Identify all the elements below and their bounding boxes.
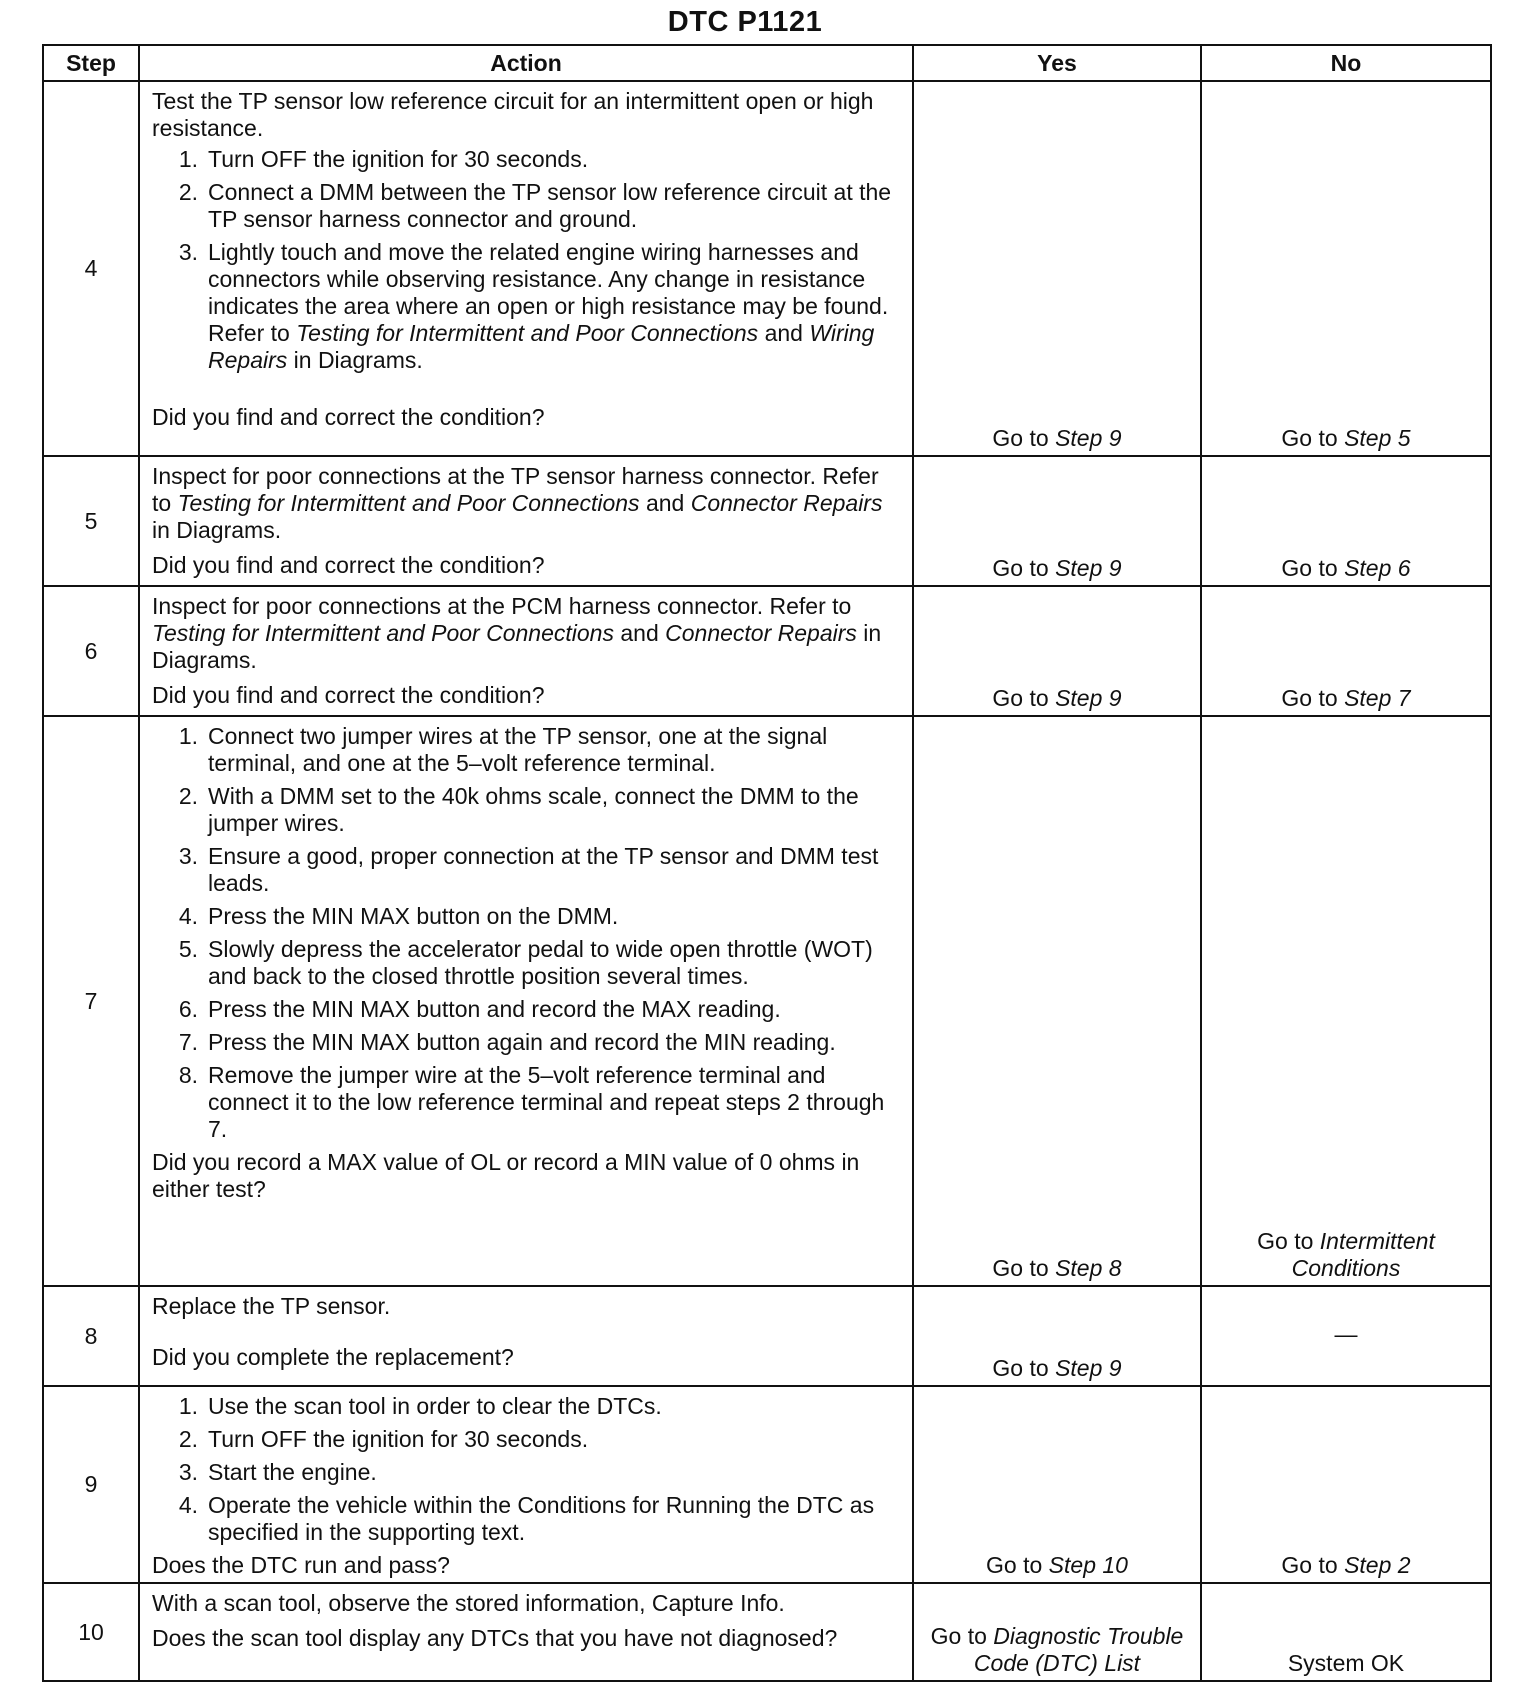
action-cell xyxy=(139,456,913,586)
reference-link: Testing for Intermittent and Poor Connections xyxy=(296,320,759,346)
step-number: 6 xyxy=(43,586,139,716)
step-number: 8 xyxy=(43,1286,139,1386)
list-item: 1. Use the scan tool in order to clear the DTCs. xyxy=(178,1393,662,1419)
diagnostic-table xyxy=(42,44,1492,1682)
action-question: Did you complete the replacement? xyxy=(152,1344,514,1370)
action-list xyxy=(152,723,904,1143)
action-cell xyxy=(139,1286,913,1386)
no-cell: Go to Step 6 xyxy=(1201,456,1491,586)
no-cell: Go to Step 2 xyxy=(1201,1386,1491,1583)
no-cell: Go to Step 7 xyxy=(1201,586,1491,716)
goto-intermittent-link: Intermittent Conditions xyxy=(1291,1228,1435,1281)
header-yes: Yes xyxy=(913,45,1201,81)
header-row xyxy=(43,45,1491,81)
table-row-step-9 xyxy=(43,1386,1491,1583)
no-cell: Go to Step 5 xyxy=(1201,81,1491,456)
goto-step-link: Step 9 xyxy=(1055,685,1122,711)
list-item: 2. With a DMM set to the 40k ohms scale, connect the DMM to the jumper wires. xyxy=(178,783,859,836)
yes-cell: Go to Step 10 xyxy=(913,1386,1201,1583)
list-item: 4. Operate the vehicle within the Conditions for Running the DTC as specified in the supporting text. xyxy=(178,1492,875,1545)
yes-cell: Go to Diagnostic Trouble Code (DTC) List xyxy=(913,1583,1201,1681)
list-item: 5. Slowly depress the accelerator pedal to wide open throttle (WOT) and back to the closed throttle position several times. xyxy=(178,936,873,989)
list-item: 3. Start the engine. xyxy=(178,1459,377,1485)
goto-dtc-list-link: Diagnostic Trouble Code (DTC) List xyxy=(973,1623,1184,1676)
list-item: 2. Turn OFF the ignition for 30 seconds. xyxy=(178,1426,589,1452)
table-row-step-6 xyxy=(43,586,1491,716)
yes-cell: Go to Step 9 xyxy=(913,1286,1201,1386)
table-row-step-10 xyxy=(43,1583,1491,1681)
yes-cell: Go to Step 9 xyxy=(913,586,1201,716)
no-cell: Go to Intermittent Conditions xyxy=(1201,716,1491,1286)
goto-step-link: Step 9 xyxy=(1055,555,1122,581)
goto-step-link: Step 5 xyxy=(1344,425,1411,451)
header-action: Action xyxy=(139,45,913,81)
list-item: 3. Lightly touch and move the related engine wiring harnesses and connectors while observing resistance. Any change in resistance indicates the area where an open or high resistance may be found. Refer to Testing for Intermittent and Poor Connections and Wiring Repairs in Diagrams. xyxy=(178,239,889,373)
reference-link: Testing for Intermittent and Poor Connections xyxy=(152,620,614,646)
step-number: 4 xyxy=(43,81,139,456)
list-item: 6. Press the MIN MAX button and record the MAX reading. xyxy=(178,996,781,1022)
step-number: 10 xyxy=(43,1583,139,1681)
goto-step-link: Step 6 xyxy=(1344,555,1411,581)
table-row-step-4 xyxy=(43,81,1491,456)
action-question: Did you find and correct the condition? xyxy=(152,404,545,430)
reference-link: Wiring Repairs xyxy=(208,320,875,373)
action-cell xyxy=(139,586,913,716)
action-question: Did you find and correct the condition? xyxy=(152,682,545,708)
action-text: Inspect for poor connections at the PCM harness connector. Refer to Testing for Intermittent and Poor Connections and Connector Repairs in Diagrams. xyxy=(152,593,882,673)
goto-step-link: Step 9 xyxy=(1055,425,1122,451)
page-title: DTC P1121 xyxy=(667,6,823,38)
action-list xyxy=(152,146,904,374)
goto-step-link: Step 2 xyxy=(1344,1552,1411,1578)
reference-link: Connector Repairs xyxy=(665,620,857,646)
action-list xyxy=(152,1393,904,1546)
goto-step-link: Step 8 xyxy=(1055,1255,1122,1281)
reference-link: Connector Repairs xyxy=(690,490,883,516)
goto-step-link: Step 10 xyxy=(1048,1552,1128,1578)
goto-step-link: Step 7 xyxy=(1344,685,1411,711)
action-text: With a scan tool, observe the stored information, Capture Info. xyxy=(152,1590,785,1616)
action-cell xyxy=(139,1583,913,1681)
no-cell: System OK xyxy=(1201,1583,1491,1681)
list-item: 2. Connect a DMM between the TP sensor low reference circuit at the TP sensor harness connector and ground. xyxy=(178,179,892,232)
list-item: 1. Connect two jumper wires at the TP sensor, one at the signal terminal, and one at the 5–volt reference terminal. xyxy=(178,723,828,776)
step-number: 7 xyxy=(43,716,139,1286)
step-number: 5 xyxy=(43,456,139,586)
action-question: Did you record a MAX value of OL or record a MIN value of 0 ohms in either test? xyxy=(152,1149,860,1202)
action-cell xyxy=(139,1386,913,1583)
action-cell xyxy=(139,81,913,456)
action-question: Did you find and correct the condition? xyxy=(152,552,545,578)
list-item: 8. Remove the jumper wire at the 5–volt reference terminal and connect it to the low reference terminal and repeat steps 2 through 7. xyxy=(178,1062,885,1142)
yes-cell: Go to Step 9 xyxy=(913,81,1201,456)
yes-cell: Go to Step 8 xyxy=(913,716,1201,1286)
no-cell: — xyxy=(1201,1286,1491,1386)
yes-cell: Go to Step 9 xyxy=(913,456,1201,586)
action-intro: Test the TP sensor low reference circuit for an intermittent open or high resistance. xyxy=(152,88,874,141)
list-item: 4. Press the MIN MAX button on the DMM. xyxy=(178,903,619,929)
action-question: Does the scan tool display any DTCs that you have not diagnosed? xyxy=(152,1625,838,1651)
action-text: Inspect for poor connections at the TP sensor harness connector. Refer to Testing for Intermittent and Poor Connections and Connector Repairs in Diagrams. xyxy=(152,463,883,543)
action-question: Does the DTC run and pass? xyxy=(152,1552,450,1578)
list-item: 1. Turn OFF the ignition for 30 seconds. xyxy=(178,146,589,172)
goto-step-link: Step 9 xyxy=(1055,1355,1122,1381)
table-row-step-5 xyxy=(43,456,1491,586)
table-row-step-8 xyxy=(43,1286,1491,1386)
table-row-step-7 xyxy=(43,716,1491,1286)
action-cell xyxy=(139,716,913,1286)
list-item: 3. Ensure a good, proper connection at the TP sensor and DMM test leads. xyxy=(178,843,879,896)
header-step: Step xyxy=(43,45,139,81)
step-number: 9 xyxy=(43,1386,139,1583)
list-item: 7. Press the MIN MAX button again and record the MIN reading. xyxy=(178,1029,836,1055)
action-text: Replace the TP sensor. xyxy=(152,1293,391,1319)
header-no: No xyxy=(1201,45,1491,81)
reference-link: Testing for Intermittent and Poor Connections xyxy=(177,490,640,516)
